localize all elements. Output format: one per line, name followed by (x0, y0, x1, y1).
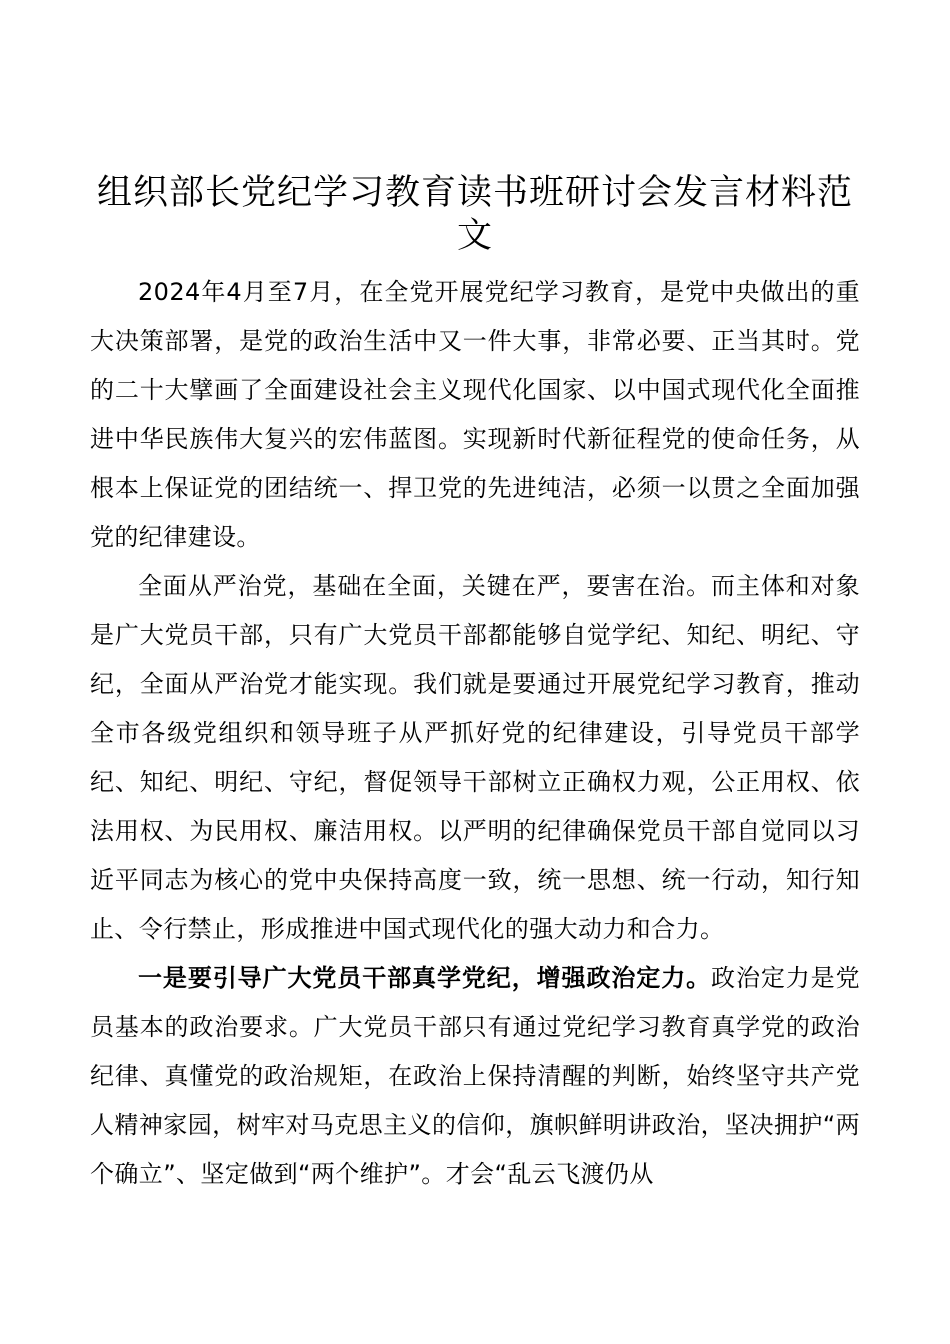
paragraph-text: 政治定力是党员基本的政治要求。广大党员干部只有通过党纪学习教育真学党的政治纪律、真懂党的政治规矩，在政治上保持清醒的判断，始终坚守共产党人精神家园，树牢对马克思主义的信仰，旗帜鲜明讲政治，坚决拥护“两个确立”、坚定做到“两个维护”。才会“乱云飞渡仍从 (90, 964, 861, 1188)
document-page (90, 172, 860, 1199)
document-body (90, 268, 860, 1199)
paragraph-3 (90, 954, 860, 1199)
paragraph-lead-heading: 一是要引导广大党员干部真学党纪，增强政治定力。 (138, 964, 712, 992)
paragraph-2 (90, 562, 860, 954)
paragraph-text: 全面从严治党，基础在全面，关键在严，要害在治。而主体和对象是广大党员干部，只有广大党员干部都能够自觉学纪、知纪、明纪、守纪，全面从严治党才能实现。我们就是要通过开展党纪学习教育，推动全市各级党组织和领导班子从严抓好党的纪律建设，引导党员干部学纪、知纪、明纪、守纪，督促领导干部树立正确权力观，公正用权、依法用权、为民用权、廉洁用权。以严明的纪律确保党员干部自觉同以习近平同志为核心的党中央保持高度一致，统一思想、统一行动，知行知止、令行禁止，形成推进中国式现代化的强大动力和合力。 (90, 572, 860, 943)
paragraph-1 (90, 268, 860, 562)
document-title: 组织部长党纪学习教育读书班研讨会发言材料范文 (96, 173, 853, 256)
paragraph-text: 2024年4月至7月，在全党开展党纪学习教育，是党中央做出的重大决策部署，是党的政治生活中又一件大事，非常必要、正当其时。党的二十大擘画了全面建设社会主义现代化国家、以中国式现代化全面推进中华民族伟大复兴的宏伟蓝图。实现新时代新征程党的使命任务，从根本上保证党的团结统一、捍卫党的先进纯洁，必须一以贯之全面加强党的纪律建设。 (90, 278, 860, 551)
